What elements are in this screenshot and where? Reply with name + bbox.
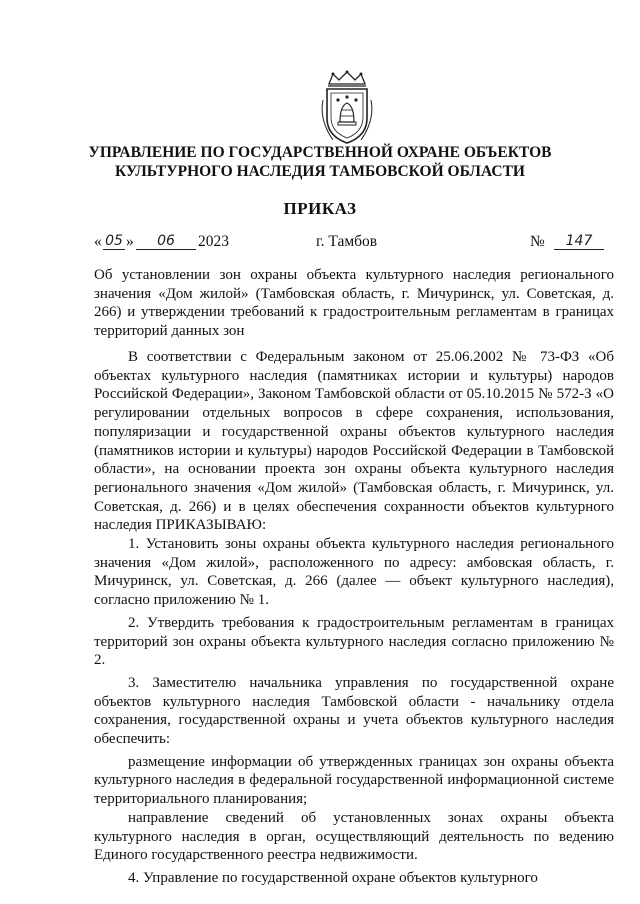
quote-open: « xyxy=(94,233,102,250)
organization-name-line-2: КУЛЬТУРНОГО НАСЛЕДИЯ ТАМБОВСКОЙ ОБЛАСТИ xyxy=(115,163,525,180)
item-3-paragraph: 3. Заместителю начальника управления по государственной охране объектов культурного наследия Тамбовской области - начальнику отдела сохранения, государственной охраны и учета объектов культурного наследия обеспечить: xyxy=(94,674,614,748)
date-month: 06 xyxy=(136,233,196,250)
quote-close: » xyxy=(126,233,134,250)
number-sign: № xyxy=(530,233,545,250)
date-day: 05 xyxy=(103,233,125,250)
item-4-paragraph: 4. Управление по государственной охране объектов культурного xyxy=(128,869,538,886)
item-3-subitem-1: размещение информации об утвержденных границах зон охраны объекта культурного наследия в федеральной государственной информационной системе территориального планирования; xyxy=(94,753,614,808)
order-subject: Об установлении зон охраны объекта культурного наследия регионального значения «Дом жилой» (Тамбовская область, г. Мичуринск, ул. Советская, д. 266) и утверждении требований к градостроительным регламентам в границах территорий данных зон xyxy=(94,267,614,340)
preamble-paragraph: В соответствии с Федеральным законом от 25.06.2002 № 73-ФЗ «Об объектах культурного наследия (памятниках истории и культуры) народов Российской Федерации», Законом Тамбовской области от 05.10.2015 № 572-З «О регулировании отдельных вопросов в сфере сохранения, использования, популяризации и государственной охраны объектов культурного наследия (памятников истории и культуры) народов Российской Федерации в Тамбовской области», на основании проекта зон охраны объекта культурного наследия регионального значения «Дом жилой» (Тамбовская область, г. Мичуринск, ул. Советская, д. 266) и в целях обеспечения сохранности объектов культурного наследия ПРИКАЗЫВАЮ: xyxy=(94,349,614,534)
item-3-subitem-2: направление сведений об установленных зонах охраны объекта культурного наследия в орган, осуществляющий деятельность по ведению Единого государственного реестра недвижимости. xyxy=(94,809,614,864)
city-name: г. Тамбов xyxy=(316,233,378,250)
order-body xyxy=(94,348,614,888)
order-number: 147 xyxy=(554,233,604,250)
tambov-coat-of-arms-icon xyxy=(313,70,381,146)
date-number-line xyxy=(94,233,612,255)
organization-name-line-1: УПРАВЛЕНИЕ ПО ГОСУДАРСТВЕННОЙ ОХРАНЕ ОБЪЕКТОВ xyxy=(88,144,552,161)
item-2-paragraph: 2. Утвердить требования к градостроительным регламентам в границах территорий зон охраны объекта культурного наследия согласно приложению № 2. xyxy=(94,614,614,669)
date-year: 2023 xyxy=(198,233,229,250)
document-type-title: ПРИКАЗ xyxy=(283,199,357,218)
item-1-paragraph: 1. Установить зоны охраны объекта культурного наследия регионального значения «Дом жилой», расположенного по адресу: амбовская область, г. Мичуринск, ул. Советская, д. 266 (далее — объект культурного наследия), согласно приложению № 1. xyxy=(94,536,614,609)
